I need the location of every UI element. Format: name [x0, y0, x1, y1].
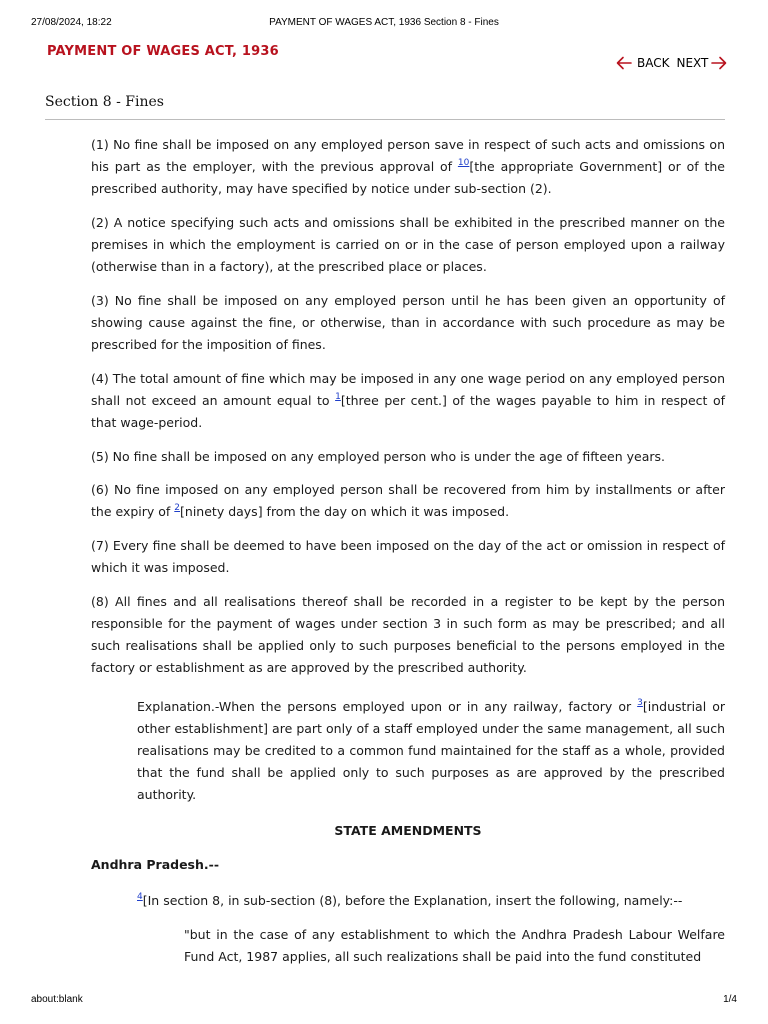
amendment-insert-text: [In section 8, in sub-section (8), before the Explanation, insert the following, namely:-- [142, 893, 683, 908]
paragraph-3: (3) No fine shall be imposed on any employed person until he has been given an opportunity of showing cause against the fine, or otherwise, than in accordance with such procedure as may be prescribed for the imposition of fines. [91, 293, 725, 352]
print-url: about:blank [31, 994, 83, 1005]
footnote-link[interactable]: 10 [457, 158, 470, 168]
footnote-link[interactable]: 4 [137, 892, 143, 902]
explanation-text: [industrial or other establishment] are part only of a staff employed under the same management, all such realisations may be credited to a common fund maintained for the staff as a whole, provided that the fund shall be applied only to such purposes as are approved by the prescribed authority. [137, 699, 725, 802]
paragraph-4 [91, 368, 725, 434]
explanation-text: Explanation.-When the persons employed upon or in any railway, factory or [137, 699, 638, 714]
next-button[interactable] [676, 56, 727, 70]
paragraph-8: (8) All fines and all realisations thereof shall be recorded in a register to be kept by the person responsible for the payment of wages under section 3 in such form as may be prescribed; and all such realisations shall be applied only to such purposes beneficial to the persons employed in the factory or establishment as are approved by the prescribed authority. [91, 594, 725, 675]
back-button[interactable] [616, 56, 669, 70]
print-doc-title: PAYMENT OF WAGES ACT, 1936 Section 8 - Fines [269, 17, 499, 28]
arrow-left-icon [616, 56, 632, 70]
divider [45, 119, 725, 120]
paragraph-1 [91, 134, 725, 200]
amendments-heading: STATE AMENDMENTS [334, 823, 482, 838]
print-footer [31, 994, 737, 1008]
next-label: NEXT [676, 56, 709, 70]
amendment-insert [137, 890, 725, 912]
arrow-right-icon [711, 56, 727, 70]
amendment-state: Andhra Pradesh.-- [91, 857, 220, 872]
paragraph-2: (2) A notice specifying such acts and omissions shall be exhibited in the prescribed manner on the premises in which the employment is carried on or in the case of person employed upon a railway (otherwise than in a factory), at the prescribed place or places. [91, 215, 725, 274]
section-title: Section 8 - Fines [45, 94, 164, 110]
footnote-link[interactable]: 3 [637, 698, 643, 708]
page-number: 1/4 [723, 994, 737, 1005]
paragraph-text: [three per cent.] of the wages payable to him in respect of that wage-period. [91, 393, 725, 430]
section-body [91, 134, 725, 980]
act-title: PAYMENT OF WAGES ACT, 1936 [47, 44, 279, 59]
paragraph-text: [ninety days] from the day on which it was imposed. [180, 504, 510, 519]
paragraph-text: [the appropriate Government] or of the prescribed authority, may have specified by notice under sub-section (2). [91, 159, 725, 196]
paragraph-text: (4) The total amount of fine which may be imposed in any one wage period on any employed person shall not exceed an amount equal to [91, 371, 725, 408]
paragraph-6 [91, 479, 725, 523]
footnote-link[interactable]: 1 [335, 392, 341, 402]
amendment-quote: "but in the case of any establishment to which the Andhra Pradesh Labour Welfare Fund Act, 1987 applies, all such realizations shall be paid into the fund constituted [184, 927, 725, 964]
print-header [31, 17, 737, 31]
paragraph-5: (5) No fine shall be imposed on any employed person who is under the age of fifteen years. [91, 449, 665, 464]
back-label: BACK [637, 56, 670, 70]
paragraph-text: (6) No fine imposed on any employed person shall be recovered from him by installments or after the expiry of [91, 482, 725, 519]
navigation [616, 56, 727, 70]
print-datetime: 27/08/2024, 18:22 [31, 17, 112, 28]
footnote-link[interactable]: 2 [174, 503, 181, 513]
paragraph-text: (1) No fine shall be imposed on any employed person save in respect of such acts and omissions on his part as the employer, with the previous approval of [91, 137, 725, 174]
explanation [137, 696, 725, 806]
paragraph-7: (7) Every fine shall be deemed to have been imposed on the day of the act or omission in respect of which it was imposed. [91, 538, 725, 575]
